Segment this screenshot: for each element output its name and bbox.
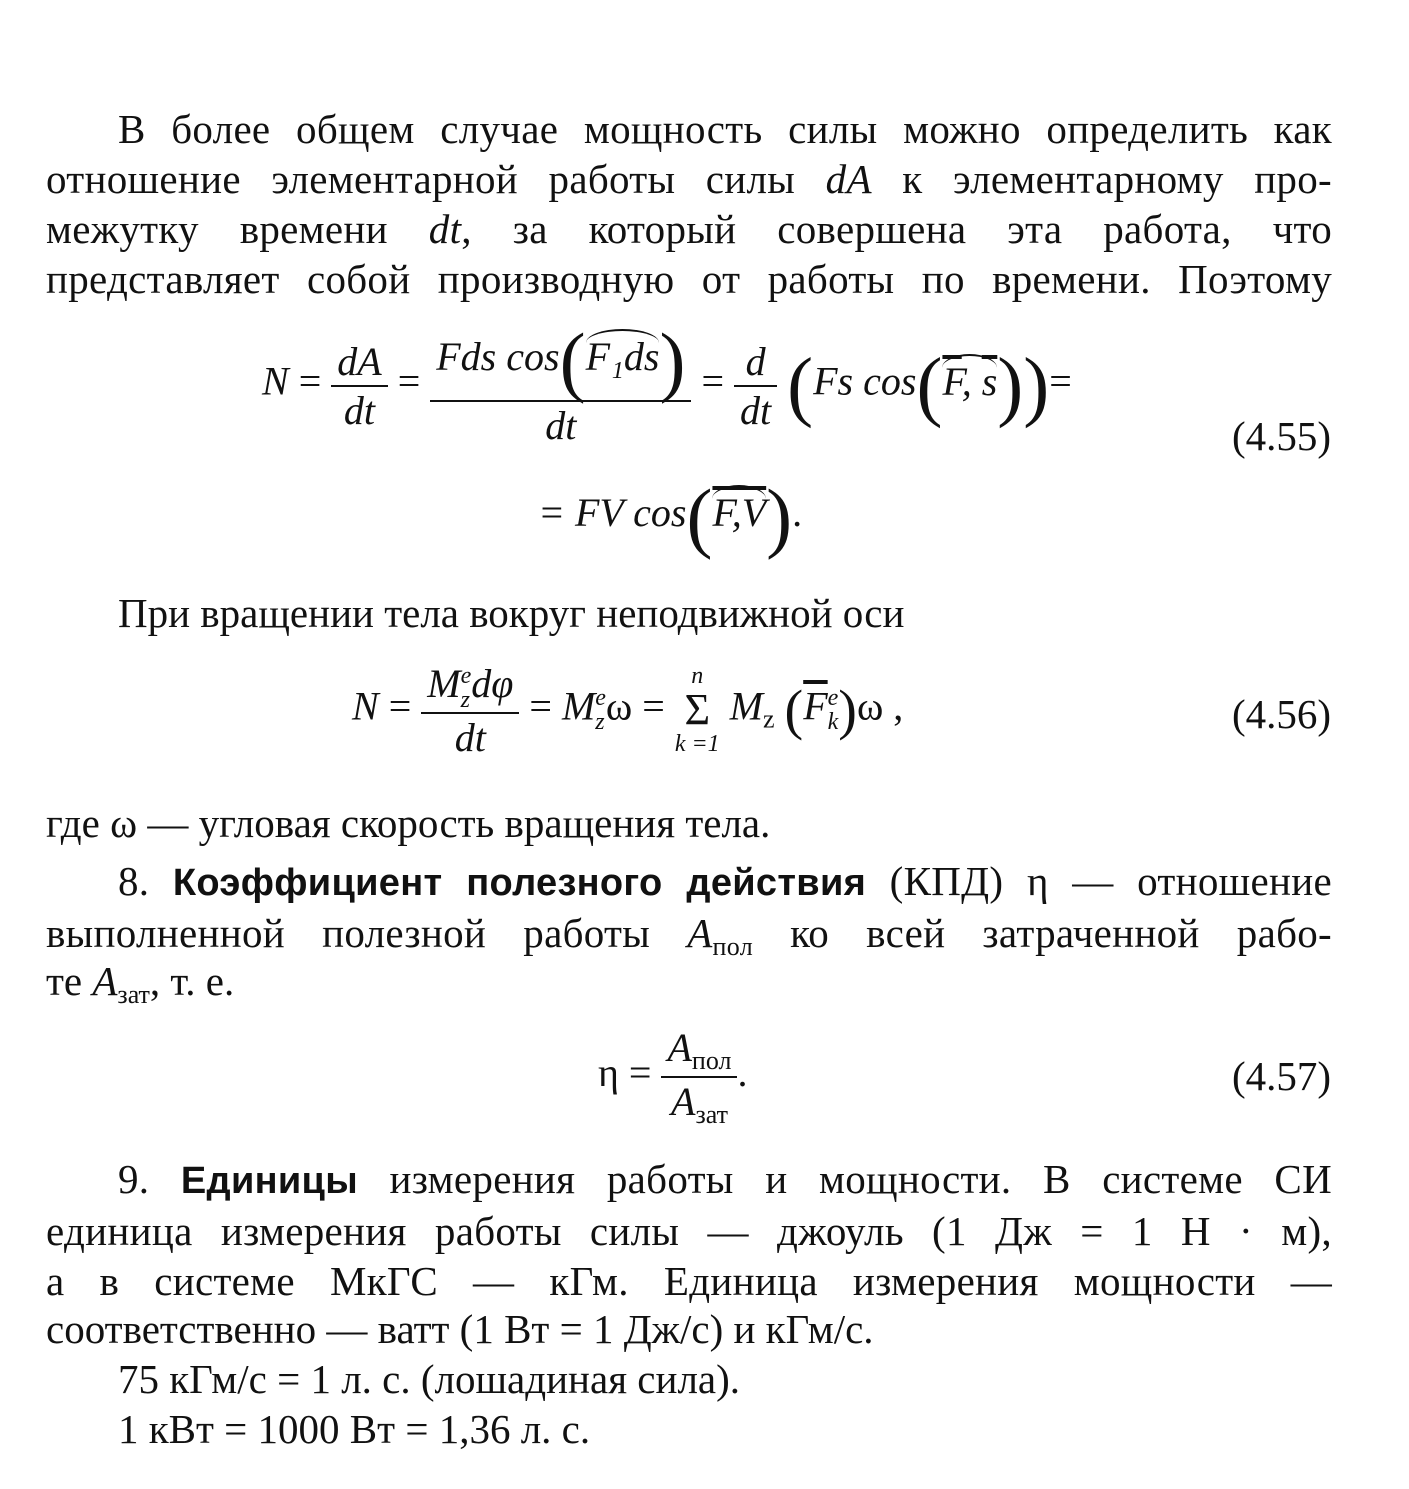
vector-F: $\overline{F}$ [803,683,828,729]
item-number: 8. [118,858,173,904]
numerator: dA [337,338,382,384]
sub-pol: пол [712,932,753,961]
symbol-M: M [729,683,763,729]
sub-zat: зат [695,1100,728,1129]
paragraph-efficiency [46,856,1332,972]
numerator [430,317,691,404]
sigma: Σ [684,685,711,735]
sup-e: e [827,685,839,712]
sup-e: e [595,685,606,712]
symbol-A: A [687,910,713,956]
equation-4-56 [352,660,903,761]
equals: = [529,683,552,729]
vector-F: $\overline{F}$ [942,358,962,404]
fraction-M-dphi-dt [421,660,519,761]
sub-zat: зат [117,980,150,1009]
left-paren: ( [787,341,814,429]
sub-k: k [827,709,839,736]
paragraph-omega-definition: где ω — угловая скорость вращения тела. [46,800,771,846]
equation-4-57 [598,1024,747,1130]
equals: = [701,358,725,404]
symbol-A: A [92,958,118,1004]
text-line: отношение элементарной работы силы [46,156,826,202]
text-fs-cos: Fs cos [813,358,917,404]
supsub-e-k [828,686,839,734]
paragraph-rotation: При вращении тела вокруг неподвижной оси [118,590,905,636]
vector-s: $\overline{s}$ [981,358,998,404]
eta-equals: η = [598,1050,652,1096]
left-paren: ( [559,317,586,404]
equals: = [298,358,322,404]
comma: , [961,358,982,404]
supsub-e-z [595,686,606,734]
left-paren: ( [686,473,713,560]
equation-4-55-line1 [262,317,1072,449]
term-units: Единицы [180,1160,358,1202]
denominator [661,1076,737,1130]
symbol-dt: dt [428,206,462,252]
sup-e: e [460,662,472,689]
sub-z: z [460,686,470,713]
sum-upper: n [691,663,704,690]
text-fv-cos: = FV cos [538,490,687,536]
horsepower-line: 75 кГм/с = 1 л. с. (лошадиная сила). [118,1356,741,1402]
fraction-Apol-Azat [661,1024,737,1130]
denominator: dt [734,385,777,434]
text-line: те [46,958,93,1004]
fraction-work-over-dt [430,317,691,449]
symbol-N: N [352,683,379,729]
sub-z: z [763,704,775,734]
text-line: к элементарному про- [871,156,1332,202]
term-efficiency: Коэффициент полезного действия [172,862,867,904]
angle-F-s [942,354,997,405]
numerator [661,1024,737,1076]
sum-operator [675,664,720,756]
text-line: единица измерения работы силы — джоуль (1 Дж = 1 Н · м), [46,1208,1332,1254]
equals: = [397,358,421,404]
text-line: , т. е. [149,958,235,1004]
fraction-dA-dt [331,338,387,434]
symbol-N: N [262,358,289,404]
denominator: dt [430,400,691,449]
text-line: , за который совершена эта работа, что [461,206,1332,252]
symbol-dphi: dφ [471,661,514,706]
sub-z: z [595,709,605,736]
left-paren: ( [916,341,943,429]
text-line: (КПД) η — отношение [866,858,1332,904]
period: . [737,1050,748,1096]
text-line: выполненной полезной работы [46,910,688,956]
equals: = [388,683,412,729]
equals: = [1049,358,1072,404]
symbol-A: A [671,1079,696,1124]
text-line: межутку времени [46,206,429,252]
paragraph-efficiency-tail [46,956,234,1020]
item-number: 9. [118,1156,181,1202]
denominator: dt [331,385,387,434]
supsub-e-z [461,664,472,712]
denominator: dt [421,712,519,761]
left-paren: ( [784,679,804,742]
equation-number-4-55: (4.55) [1231,413,1331,459]
kilowatt-line: 1 кВт = 1000 Вт = 1,36 л. с. [118,1406,591,1452]
paragraph-units [46,1154,1332,1306]
numerator: d [745,338,766,384]
fraction-d-dt [734,338,777,434]
right-paren: ) [838,679,857,742]
sum-lower: k =1 [674,731,720,758]
period: . [792,490,803,536]
symbol-dA: dA [825,156,872,202]
symbol-omega: ω [605,683,633,729]
symbol-M: M [561,683,596,729]
paragraph-power-intro [46,104,1332,304]
text-line: В более общем случае мощность силы можно определить как [118,106,1332,152]
angle-F1-ds: F₁ds [586,329,660,380]
text-line: а в системе МкГС — кГм. Единица измерения мощности — [46,1258,1332,1304]
omega-comma: ω , [856,683,904,729]
text-line: представляет собой производную от работы по времени. Поэтому [46,256,1332,302]
text-line: ко всей затраченной рабо- [753,910,1332,956]
symbol-M: M [427,661,461,706]
sub-pol: пол [691,1046,732,1075]
paragraph-units-tail: соответственно — ватт (1 Вт = 1 Дж/с) и кГм/с. [46,1306,874,1352]
symbol-A: A [667,1025,692,1070]
text-fds-cos: Fds cos [436,334,560,380]
right-paren: )) [997,341,1050,429]
text-line: измерения работы и мощности. В системе СИ [357,1156,1332,1202]
equation-number-4-56: (4.56) [1231,691,1331,737]
right-paren: ) [659,317,686,404]
numerator [421,660,519,712]
equals: = [642,683,665,729]
right-paren: ) [766,473,793,560]
angle-F-V: F,V [712,485,766,536]
equation-4-55-line2 [538,473,803,560]
equation-number-4-57: (4.57) [1231,1053,1331,1099]
